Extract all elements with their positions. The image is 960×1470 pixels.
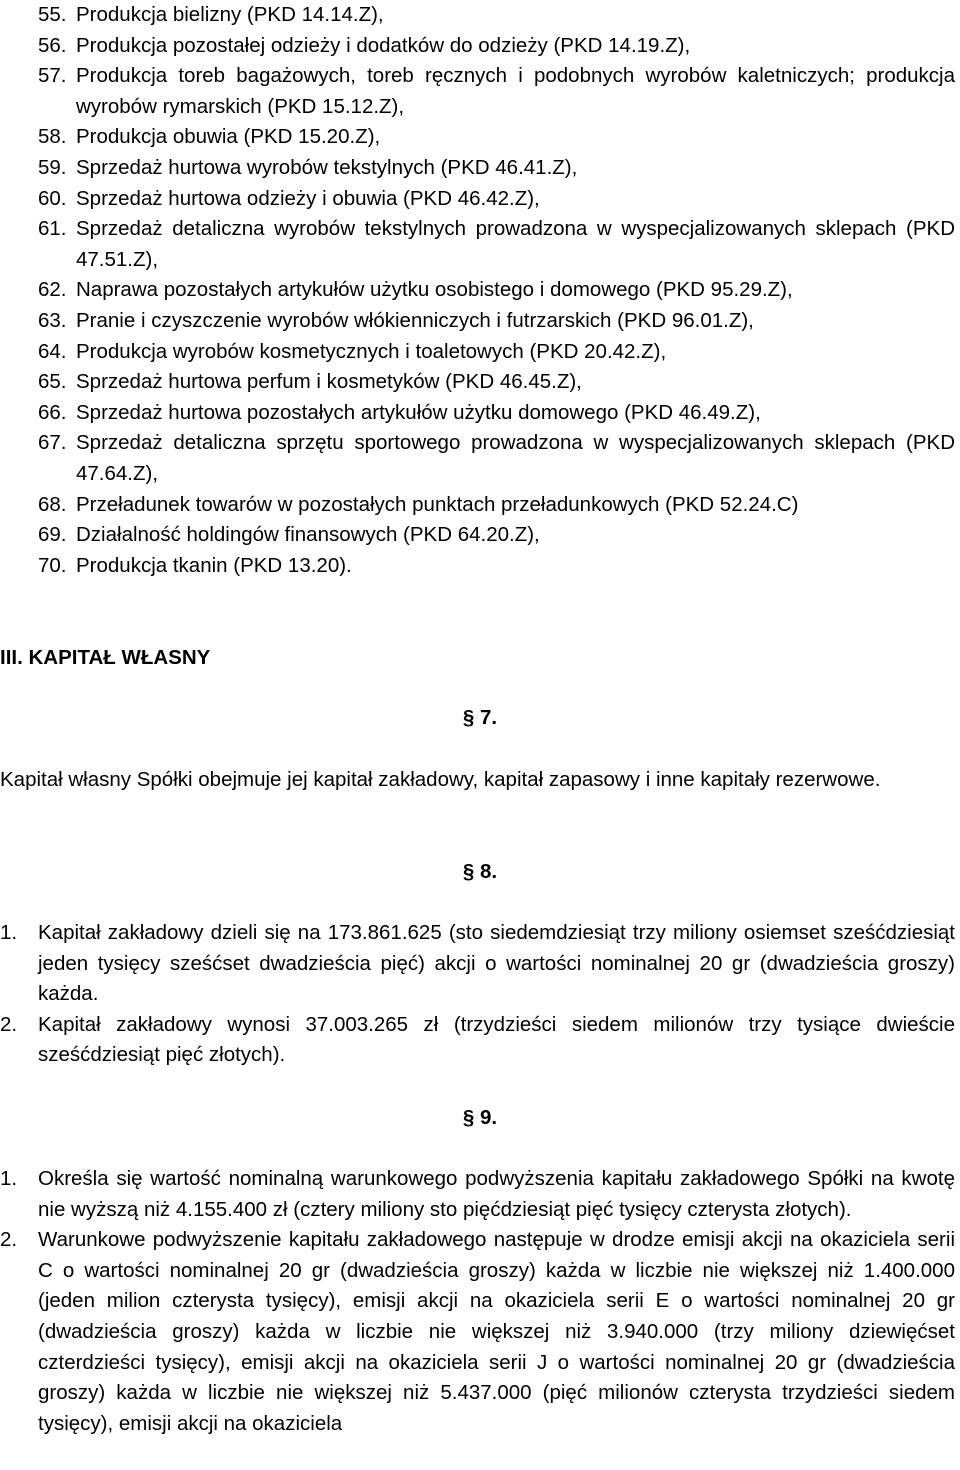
chapter-heading: III. KAPITAŁ WŁASNY: [0, 646, 211, 669]
item-number: 2.: [0, 1228, 18, 1252]
item-number: 62.: [38, 278, 67, 302]
item-number: 66.: [38, 400, 67, 424]
item-text: Sprzedaż hurtowa pozostałych artykułów użytku domowego (PKD 46.49.Z),: [76, 400, 761, 424]
item-text: Sprzedaż detaliczna sprzętu sportowego prowadzona w wyspecjalizowanych sklepach (PKD 47.64.Z),: [76, 431, 955, 485]
section-9-list: [0, 1164, 955, 1439]
item-text: Naprawa pozostałych artykułów użytku osobistego i domowego (PKD 95.29.Z),: [76, 278, 793, 302]
item-text: Sprzedaż hurtowa perfum i kosmetyków (PKD 46.45.Z),: [76, 370, 582, 394]
list-item: [38, 337, 955, 368]
list-item: [38, 367, 955, 398]
item-number: 64.: [38, 339, 67, 363]
section-8-list: [0, 918, 955, 1071]
item-text: Produkcja wyrobów kosmetycznych i toaletowych (PKD 20.42.Z),: [76, 339, 667, 363]
list-item: [38, 490, 955, 521]
list-item: [0, 1010, 955, 1071]
item-number: 59.: [38, 155, 67, 179]
item-text: Sprzedaż detaliczna wyrobów tekstylnych prowadzona w wyspecjalizowanych sklepach (PKD 47.51.Z),: [76, 217, 955, 271]
item-text: Produkcja pozostałej odzieży i dodatków do odzieży (PKD 14.19.Z),: [76, 33, 691, 57]
item-text: Przeładunek towarów w pozostałych punktach przeładunkowych (PKD 52.24.C): [76, 492, 799, 516]
list-item: [0, 918, 955, 1010]
item-text: Produkcja obuwia (PKD 15.20.Z),: [76, 125, 381, 149]
item-text: Działalność holdingów finansowych (PKD 64.20.Z),: [76, 523, 540, 547]
list-item: [38, 184, 955, 215]
list-item: [0, 1225, 955, 1439]
list-item: [38, 275, 955, 306]
item-number: 65.: [38, 370, 67, 394]
list-item: [38, 551, 955, 582]
item-number: 56.: [38, 33, 67, 57]
item-text: Kapitał zakładowy wynosi 37.003.265 zł (trzydzieści siedem milionów trzy tysiące dwieście sześćdziesiąt pięć złotych).: [38, 1012, 955, 1067]
item-text: Produkcja tkanin (PKD 13.20).: [76, 553, 352, 577]
item-number: 70.: [38, 553, 67, 577]
section-7-paragraph: Kapitał własny Spółki obejmuje jej kapitał zakładowy, kapitał zapasowy i inne kapitały rezerwowe.: [0, 768, 881, 791]
section-title-8: § 8.: [462, 860, 498, 883]
section-title-9: § 9.: [462, 1106, 498, 1129]
item-text: Produkcja bielizny (PKD 14.14.Z),: [76, 3, 384, 26]
item-text: Sprzedaż hurtowa wyrobów tekstylnych (PKD 46.41.Z),: [76, 155, 578, 179]
item-number: 1.: [0, 1167, 18, 1190]
list-item: [38, 428, 955, 489]
list-item: [38, 31, 955, 62]
item-number: 68.: [38, 492, 67, 516]
section-title-7: § 7.: [462, 706, 498, 729]
item-number: 67.: [38, 431, 67, 455]
item-text: Produkcja toreb bagażowych, toreb ręcznych i podobnych wyrobów kaletniczych; produkcja wyrobów rymarskich (PKD 15.12.Z),: [76, 64, 955, 118]
item-number: 57.: [38, 64, 67, 88]
item-text: Określa się wartość nominalną warunkowego podwyższenia kapitału zakładowego Spółki na kwotę nie wyższą niż 4.155.400 zł (cztery miliony sto pięćdziesiąt pięć tysięcy czterysta złotych).: [38, 1167, 955, 1221]
item-number: 69.: [38, 523, 67, 547]
list-item: [38, 520, 955, 551]
item-number: 58.: [38, 125, 67, 149]
list-item: [38, 61, 955, 122]
list-item: [38, 0, 955, 31]
item-number: 61.: [38, 217, 67, 241]
list-item: [38, 153, 955, 184]
item-text: Warunkowe podwyższenie kapitału zakładowego następuje w drodze emisji akcji na okaziciela serii C o wartości nominalnej 20 gr (dwadzieścia groszy) każda w liczbie nie większej niż 1.400.000 (jeden milion czterysta tysięcy), emisji akcji na okaziciela serii E o wartości nominalnej 20 gr (dwadzieścia groszy) każda w liczbie nie większej niż 3.940.000 (trzy miliony dziewięćset czterdzieści tysięcy), emisji akcji na okaziciela serii J o wartości nominalnej 20 gr (dwadzieścia groszy) każda w liczbie nie większej niż 5.437.000 (pięć milionów czterysta trzydzieści siedem tysięcy), emisji akcji na okaziciela: [38, 1228, 955, 1435]
item-text: Pranie i czyszczenie wyrobów włókienniczych i futrzarskich (PKD 96.01.Z),: [76, 308, 754, 332]
list-item: [38, 306, 955, 337]
list-item: [0, 1164, 955, 1225]
list-item: [38, 398, 955, 429]
list-item: [38, 122, 955, 153]
pkd-activity-list: [38, 0, 955, 581]
item-number: 1.: [0, 921, 18, 944]
item-text: Sprzedaż hurtowa odzieży i obuwia (PKD 46.42.Z),: [76, 186, 540, 210]
item-number: 63.: [38, 308, 67, 332]
item-number: 60.: [38, 186, 67, 210]
item-text: Kapitał zakładowy dzieli się na 173.861.625 (sto siedemdziesiąt trzy miliony osiemset sześćdziesiąt jeden tysięcy sześćset dwadzieścia pięć) akcji o wartości nominalnej 20 gr (dwadzieścia groszy) każda.: [38, 921, 955, 1006]
list-item: [38, 214, 955, 275]
item-number: 2.: [0, 1012, 18, 1036]
item-number: 55.: [38, 3, 67, 26]
